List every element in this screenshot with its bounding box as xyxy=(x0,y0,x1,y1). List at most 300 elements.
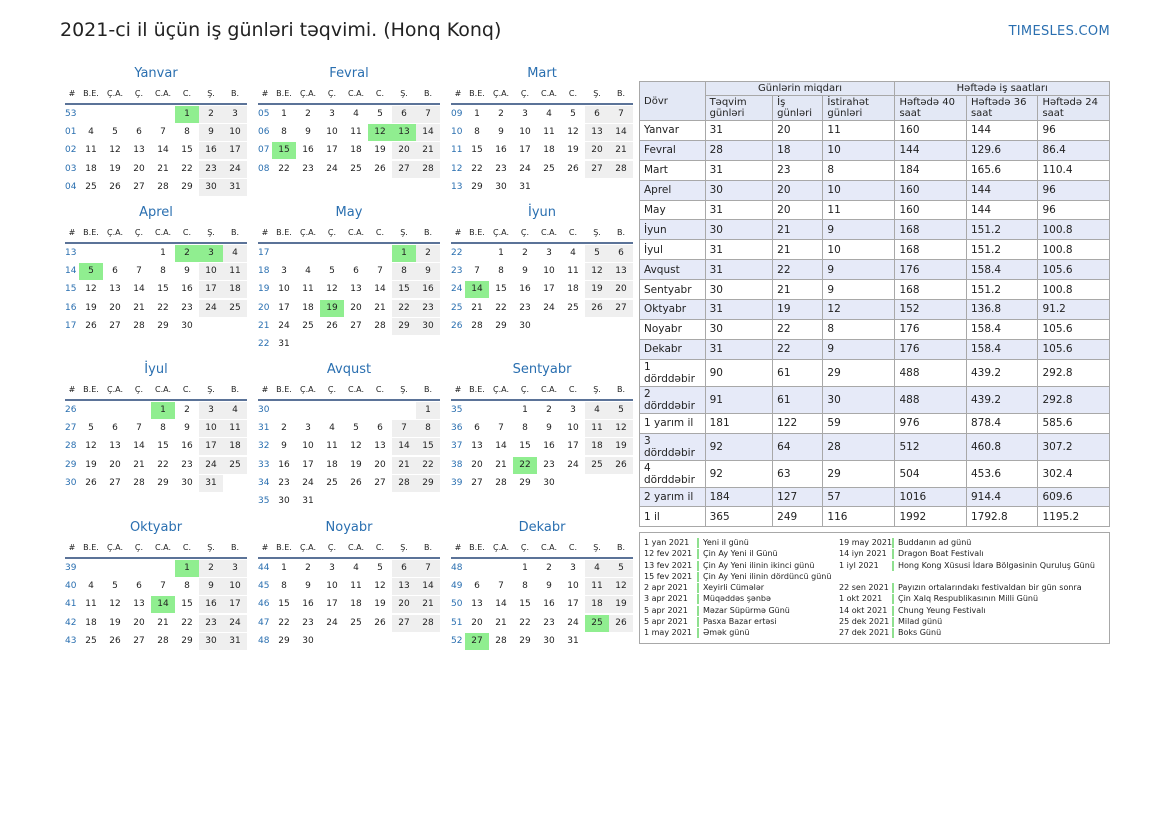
weekday-header xyxy=(65,83,247,105)
day-cell: 27 xyxy=(109,320,121,331)
day-cell: 15 xyxy=(157,284,169,295)
day-cell: 3 xyxy=(546,247,552,258)
month-calendar xyxy=(65,66,247,196)
week-row xyxy=(451,456,633,474)
day-cell xyxy=(272,245,296,262)
day-cell: 8 xyxy=(184,126,190,137)
value-cell: 158.4 xyxy=(966,339,1038,359)
value-cell: 439.2 xyxy=(966,386,1038,413)
weekday-label: Ç. xyxy=(520,227,530,237)
day-cell: 12 xyxy=(350,441,362,452)
holiday-date: 12 fev 2021 xyxy=(644,549,693,559)
holiday-name: Məzar Süpürmə Günü xyxy=(703,605,790,615)
day-cell: 23 xyxy=(543,617,555,628)
week-row xyxy=(258,123,440,141)
month-name: İyul xyxy=(144,362,168,377)
day-cell: 26 xyxy=(109,181,121,192)
day-cell: 10 xyxy=(223,124,247,141)
day-cell: 16 xyxy=(543,441,555,452)
day-cell: 27 xyxy=(133,181,145,192)
weekday-label: Ş. xyxy=(400,88,408,98)
value-cell: 11 xyxy=(823,121,895,141)
week-number: 36 xyxy=(451,422,463,433)
week-row xyxy=(65,262,247,280)
value-cell: 181 xyxy=(705,413,773,433)
day-cell: 6 xyxy=(585,106,609,123)
day-cell: 16 xyxy=(495,145,507,156)
value-cell: 127 xyxy=(773,487,823,507)
day-cell xyxy=(320,402,344,419)
value-cell: 453.6 xyxy=(966,460,1038,487)
table-row xyxy=(640,386,1110,413)
day-cell: 29 xyxy=(471,181,483,192)
day-cell: 30 xyxy=(181,477,193,488)
day-cell xyxy=(609,475,633,492)
holiday-marker xyxy=(892,606,894,616)
day-cell: 14 xyxy=(151,596,175,613)
day-cell: 17 xyxy=(326,145,338,156)
day-cell: 15 xyxy=(181,145,193,156)
weekday-label: C. xyxy=(375,88,385,98)
week-number: 03 xyxy=(65,163,77,174)
holiday-date: 5 apr 2021 xyxy=(644,617,688,627)
day-cell: 10 xyxy=(567,422,579,433)
day-cell: 27 xyxy=(374,477,386,488)
week-number: 12 xyxy=(451,163,463,174)
day-cell: 4 xyxy=(88,126,94,137)
period-cell: Dekabr xyxy=(640,339,706,359)
day-cell: 17 xyxy=(302,459,314,470)
value-cell: 61 xyxy=(773,386,823,413)
value-cell: 30 xyxy=(705,220,773,240)
holiday-name: Pasxa Bazar ertəsi xyxy=(703,617,777,627)
holiday-item xyxy=(835,537,1069,548)
holiday-item xyxy=(835,582,1082,593)
week-number: 14 xyxy=(65,265,77,276)
day-cell: 2 xyxy=(281,422,287,433)
month-calendar xyxy=(258,520,440,650)
hours-24-header: Həftədə 24 saat xyxy=(1038,96,1110,121)
day-cell: 5 xyxy=(112,580,118,591)
holiday-date: 1 okt 2021 xyxy=(839,594,883,604)
day-cell: 16 xyxy=(302,145,314,156)
day-cell: 24 xyxy=(326,163,338,174)
day-cell: 17 xyxy=(223,142,247,159)
period-cell: 1 il xyxy=(640,507,706,527)
holiday-name: Çin Xalq Respublikasının Milli Günü xyxy=(898,594,1039,604)
day-cell: 15 xyxy=(157,441,169,452)
day-cell xyxy=(320,633,344,650)
day-cell: 9 xyxy=(546,422,552,433)
weekday-label: Ş. xyxy=(400,542,408,552)
value-cell: 292.8 xyxy=(1038,359,1110,386)
week-number: 10 xyxy=(451,126,463,137)
day-cell: 10 xyxy=(567,580,579,591)
day-cell: 25 xyxy=(326,477,338,488)
day-cell: 1 xyxy=(175,106,199,123)
day-cell: 26 xyxy=(609,615,633,632)
week-row xyxy=(258,474,440,492)
day-cell: 18 xyxy=(350,599,362,610)
holiday-marker xyxy=(892,583,894,593)
day-cell: 8 xyxy=(281,580,287,591)
day-cell: 23 xyxy=(199,615,223,632)
table-row xyxy=(640,413,1110,433)
day-cell xyxy=(103,560,127,577)
day-cell: 9 xyxy=(416,263,440,280)
month-name: Aprel xyxy=(139,205,173,220)
value-cell: 96 xyxy=(1038,180,1110,200)
day-cell: 15 xyxy=(272,142,296,159)
day-cell: 2 xyxy=(416,245,440,262)
value-cell: 28 xyxy=(705,140,773,160)
day-cell: 30 xyxy=(278,496,290,507)
value-cell: 105.6 xyxy=(1038,260,1110,280)
period-cell: Sentyabr xyxy=(640,280,706,300)
day-cell: 24 xyxy=(567,617,579,628)
weekday-label: Ç.A. xyxy=(106,542,123,552)
weekday-label: Ç.A. xyxy=(106,227,123,237)
day-cell: 6 xyxy=(377,422,383,433)
value-cell: 30 xyxy=(705,280,773,300)
day-cell: 2 xyxy=(184,404,190,415)
holiday-name: Payızın ortalarındakı festivaldan bir gün sonra xyxy=(898,583,1082,593)
weekday-label: Ş. xyxy=(400,384,408,394)
day-cell: 18 xyxy=(302,302,314,313)
day-cell xyxy=(489,560,513,577)
week-row xyxy=(65,244,247,262)
day-cell: 5 xyxy=(609,560,633,577)
weekday-label: Ç.A. xyxy=(492,88,509,98)
week-number: 49 xyxy=(451,580,463,591)
value-cell: 184 xyxy=(895,160,967,180)
day-cell xyxy=(320,336,344,353)
day-cell: 10 xyxy=(199,420,223,437)
week-row xyxy=(65,123,247,141)
day-cell: 18 xyxy=(223,281,247,298)
day-cell: 11 xyxy=(326,441,338,452)
day-cell: 20 xyxy=(609,281,633,298)
day-cell: 5 xyxy=(570,108,576,119)
weekday-label: C. xyxy=(182,88,192,98)
period-cell: Avqust xyxy=(640,260,706,280)
weekday-label: Ç.A. xyxy=(106,88,123,98)
week-number: 28 xyxy=(65,441,77,452)
value-cell: 96 xyxy=(1038,121,1110,141)
day-cell: 1 xyxy=(498,247,504,258)
day-cell: 21 xyxy=(609,142,633,159)
day-cell: 17 xyxy=(199,281,223,298)
period-header: Dövr xyxy=(640,82,706,121)
value-cell: 30 xyxy=(823,386,895,413)
day-cell: 12 xyxy=(609,578,633,595)
value-cell: 122 xyxy=(773,413,823,433)
weekday-label: C.A. xyxy=(154,227,171,237)
day-cell: 13 xyxy=(392,578,416,595)
day-cell: 2 xyxy=(498,108,504,119)
day-cell: 1 xyxy=(416,402,440,419)
week-number: 26 xyxy=(65,404,77,415)
week-row xyxy=(258,632,440,650)
day-cell xyxy=(489,402,513,419)
day-cell: 20 xyxy=(374,459,386,470)
week-row xyxy=(258,456,440,474)
day-cell: 21 xyxy=(495,617,507,628)
value-cell: 129.6 xyxy=(966,140,1038,160)
day-cell: 14 xyxy=(133,441,145,452)
day-cell: 26 xyxy=(374,617,386,628)
weekday-label: C. xyxy=(375,542,385,552)
week-row xyxy=(451,160,633,178)
holiday-marker xyxy=(697,538,699,548)
week-row xyxy=(258,335,440,353)
holiday-marker xyxy=(697,572,699,582)
weekday-header xyxy=(65,222,247,244)
day-cell: 30 xyxy=(543,635,555,646)
week-number: 51 xyxy=(451,617,463,628)
day-cell: 15 xyxy=(181,599,193,610)
holiday-item xyxy=(835,593,1069,604)
day-cell xyxy=(296,402,320,419)
week-number: 23 xyxy=(451,265,463,276)
day-cell: 23 xyxy=(543,459,555,470)
day-cell: 6 xyxy=(112,422,118,433)
day-cell: 4 xyxy=(223,402,247,419)
day-cell: 6 xyxy=(609,245,633,262)
day-cell xyxy=(103,402,127,419)
day-cell: 11 xyxy=(567,265,579,276)
holiday-date: 14 okt 2021 xyxy=(839,605,888,615)
day-cell: 29 xyxy=(416,475,440,492)
month-calendar xyxy=(65,205,247,335)
day-cell: 20 xyxy=(109,302,121,313)
weekday-label: C. xyxy=(568,227,578,237)
week-number: 27 xyxy=(65,422,77,433)
day-cell: 6 xyxy=(136,126,142,137)
day-cell: 23 xyxy=(495,163,507,174)
weekday-label: Ç.A. xyxy=(492,384,509,394)
day-cell: 12 xyxy=(85,441,97,452)
day-cell: 9 xyxy=(184,265,190,276)
day-cell: 2 xyxy=(305,562,311,573)
weekday-label: B.E. xyxy=(83,227,99,237)
day-cell: 29 xyxy=(519,477,531,488)
day-cell: 3 xyxy=(329,562,335,573)
value-cell: 86.4 xyxy=(1038,140,1110,160)
day-cell: 5 xyxy=(112,126,118,137)
value-cell: 165.6 xyxy=(966,160,1038,180)
weekday-label: C.A. xyxy=(540,384,557,394)
day-cell: 14 xyxy=(416,124,440,141)
day-cell: 11 xyxy=(85,145,97,156)
day-cell xyxy=(272,402,296,419)
site-link[interactable]: TIMESLES.COM xyxy=(1008,24,1110,39)
day-cell xyxy=(537,179,561,196)
value-cell: 31 xyxy=(705,121,773,141)
day-cell: 21 xyxy=(416,142,440,159)
day-cell: 18 xyxy=(85,163,97,174)
value-cell: 31 xyxy=(705,200,773,220)
day-cell xyxy=(585,633,609,650)
day-cell: 30 xyxy=(199,633,223,650)
value-cell: 29 xyxy=(823,460,895,487)
weekday-label: Ç. xyxy=(520,88,530,98)
day-cell xyxy=(537,318,561,335)
day-cell xyxy=(368,245,392,262)
day-cell: 20 xyxy=(471,617,483,628)
day-cell: 18 xyxy=(585,438,609,455)
day-cell: 9 xyxy=(305,580,311,591)
day-cell xyxy=(320,493,344,510)
holiday-name: Dragon Boat Festivalı xyxy=(898,549,984,559)
day-cell: 8 xyxy=(160,265,166,276)
value-cell: 302.4 xyxy=(1038,460,1110,487)
day-cell: 14 xyxy=(392,438,416,455)
week-number: 47 xyxy=(258,617,270,628)
value-cell: 91 xyxy=(705,386,773,413)
week-row xyxy=(451,559,633,577)
day-cell: 28 xyxy=(392,475,416,492)
day-cell: 28 xyxy=(495,635,507,646)
week-number: 26 xyxy=(451,320,463,331)
value-cell: 365 xyxy=(705,507,773,527)
day-cell: 3 xyxy=(223,560,247,577)
month-calendar xyxy=(451,66,633,196)
week-row xyxy=(451,577,633,595)
value-cell: 878.4 xyxy=(966,413,1038,433)
day-cell: 16 xyxy=(519,284,531,295)
holiday-date: 13 fev 2021 xyxy=(644,560,693,570)
value-cell: 100.8 xyxy=(1038,240,1110,260)
value-cell: 168 xyxy=(895,220,967,240)
day-cell: 12 xyxy=(326,284,338,295)
day-cell: 3 xyxy=(281,265,287,276)
day-cell: 7 xyxy=(160,126,166,137)
weekday-label: B.E. xyxy=(469,88,485,98)
value-cell: 30 xyxy=(705,180,773,200)
day-cell: 12 xyxy=(368,124,392,141)
day-cell: 19 xyxy=(374,145,386,156)
weekday-label: B. xyxy=(616,542,626,552)
weekday-label: Ç.A. xyxy=(492,542,509,552)
weekday-label: Ç. xyxy=(134,227,144,237)
day-cell: 16 xyxy=(199,142,223,159)
week-row xyxy=(451,105,633,123)
day-cell: 7 xyxy=(498,422,504,433)
day-cell: 2 xyxy=(199,106,223,123)
day-cell: 5 xyxy=(353,422,359,433)
week-number: 48 xyxy=(451,562,463,573)
week-number: 45 xyxy=(258,580,270,591)
page-title: 2021-ci il üçün iş günləri təqvimi. (Honq Konq) xyxy=(60,19,502,41)
day-cell: 14 xyxy=(465,281,489,298)
period-cell: 4 dörddəbir xyxy=(640,460,706,487)
day-cell: 10 xyxy=(278,284,290,295)
day-cell: 22 xyxy=(278,617,290,628)
day-cell: 16 xyxy=(543,599,555,610)
weekday-header xyxy=(451,379,633,401)
day-cell: 6 xyxy=(353,265,359,276)
weekday-header xyxy=(451,83,633,105)
value-cell: 144 xyxy=(966,180,1038,200)
week-number: 44 xyxy=(258,562,270,573)
day-cell: 2 xyxy=(546,562,552,573)
holiday-name: Buddanın ad günü xyxy=(898,538,972,547)
period-cell: 2 dörddəbir xyxy=(640,386,706,413)
week-row xyxy=(451,632,633,650)
day-cell: 6 xyxy=(136,580,142,591)
holiday-name: Hong Kong Xüsusi İdarə Bölgəsinin Quruluş Günü xyxy=(898,560,1095,570)
week-number: 17 xyxy=(65,320,77,331)
day-cell: 25 xyxy=(223,457,247,474)
value-cell: 160 xyxy=(895,180,967,200)
day-cell: 9 xyxy=(546,580,552,591)
month-calendar xyxy=(258,362,440,511)
week-number: 18 xyxy=(258,265,270,276)
day-cell: 18 xyxy=(567,284,579,295)
value-cell: 144 xyxy=(895,140,967,160)
day-cell: 25 xyxy=(585,457,609,474)
day-cell: 26 xyxy=(326,320,338,331)
day-cell: 13 xyxy=(609,263,633,280)
day-cell: 16 xyxy=(199,596,223,613)
day-cell: 15 xyxy=(392,281,416,298)
month-calendar xyxy=(451,520,633,650)
day-cell: 22 xyxy=(416,457,440,474)
value-cell: 8 xyxy=(823,319,895,339)
day-cell: 27 xyxy=(585,161,609,178)
value-cell: 31 xyxy=(705,300,773,320)
holiday-name: Milad günü xyxy=(898,617,943,627)
weekday-label: B. xyxy=(616,384,626,394)
table-row xyxy=(640,160,1110,180)
day-cell: 27 xyxy=(350,320,362,331)
day-cell: 27 xyxy=(471,477,483,488)
day-cell: 16 xyxy=(181,284,193,295)
value-cell: 1016 xyxy=(895,487,967,507)
weekday-header xyxy=(65,537,247,559)
table-row xyxy=(640,300,1110,320)
week-number: 41 xyxy=(65,599,77,610)
weekday-label: Ş. xyxy=(400,227,408,237)
weekday-label: Ş. xyxy=(207,384,215,394)
day-cell xyxy=(561,179,585,196)
holiday-date: 15 fev 2021 xyxy=(644,571,693,581)
month-name: İyun xyxy=(527,205,556,220)
weekday-label: C.A. xyxy=(540,227,557,237)
day-cell: 21 xyxy=(495,459,507,470)
day-cell xyxy=(609,318,633,335)
holiday-marker xyxy=(697,628,699,638)
day-cell: 5 xyxy=(609,402,633,419)
week-number: 25 xyxy=(451,302,463,313)
value-cell: 168 xyxy=(895,280,967,300)
day-cell: 30 xyxy=(199,179,223,196)
weekday-label: C. xyxy=(375,227,385,237)
week-number: 17 xyxy=(258,247,270,258)
weekday-label: Ş. xyxy=(207,542,215,552)
month-name: Noyabr xyxy=(325,520,373,535)
holiday-name: Çin Ay Yeni ilinin ikinci günü xyxy=(703,560,815,570)
day-cell: 3 xyxy=(199,245,223,262)
day-cell: 21 xyxy=(157,163,169,174)
day-cell: 10 xyxy=(326,580,338,591)
day-cell: 13 xyxy=(109,284,121,295)
week-row xyxy=(451,438,633,456)
day-cell: 24 xyxy=(326,617,338,628)
weekday-label: # xyxy=(454,227,462,237)
day-cell: 20 xyxy=(350,302,362,313)
